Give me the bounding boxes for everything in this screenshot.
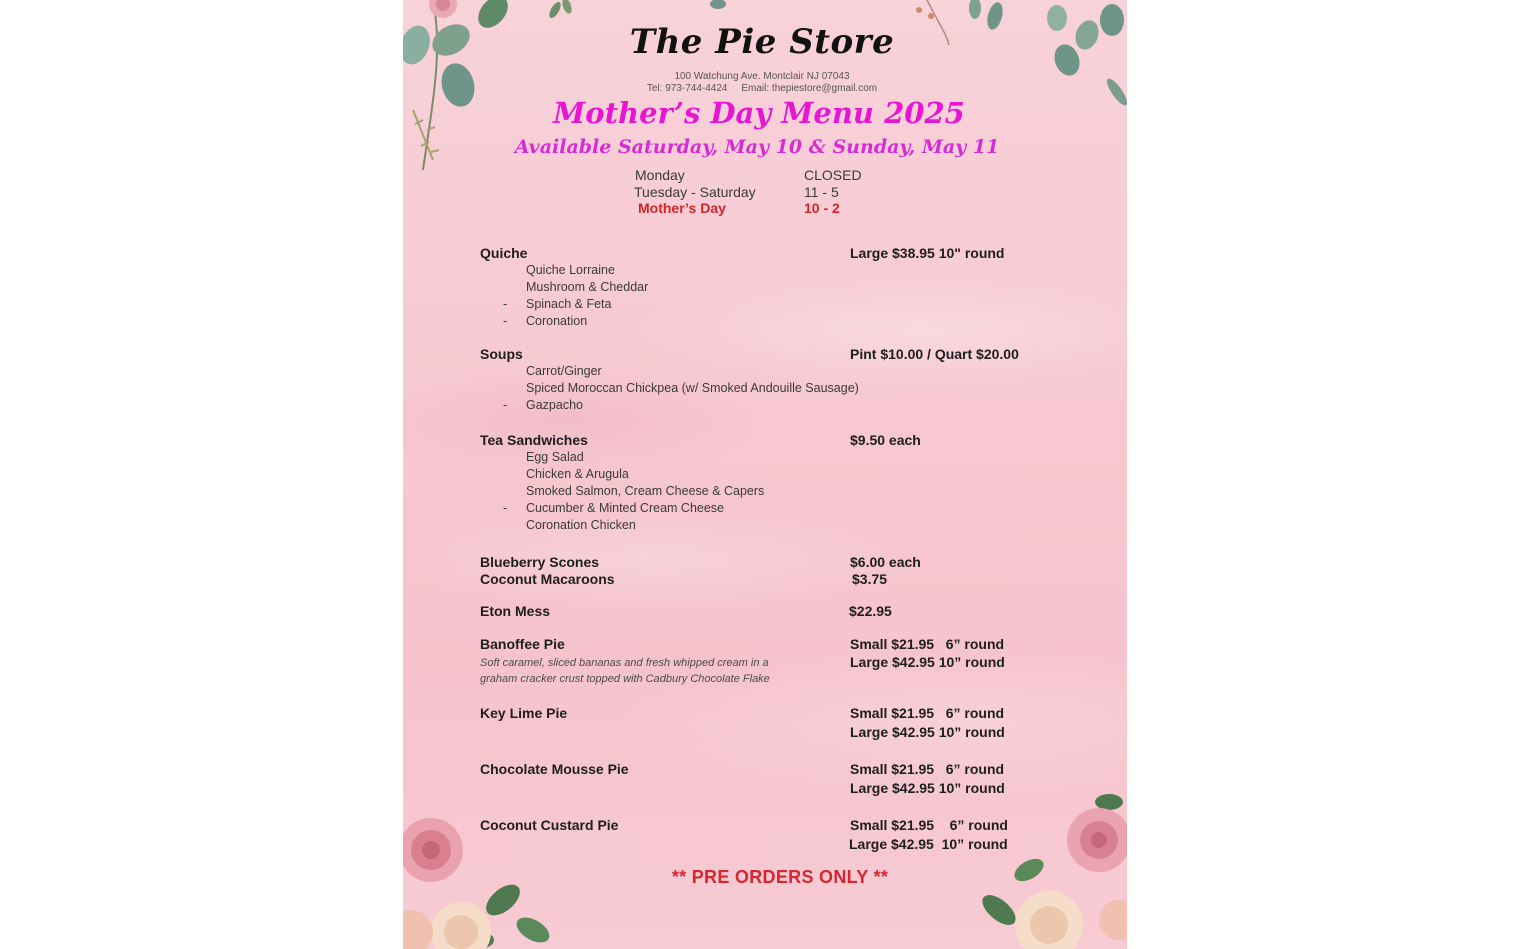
store-name: The Pie Store	[629, 22, 895, 62]
section-price: Pint $10.00 / Quart $20.00	[850, 346, 1019, 362]
price-large: Large $42.95 10” round	[849, 836, 1008, 852]
list-item: Egg Salad	[526, 450, 584, 464]
item-description: graham cracker crust topped with Cadbury Chocolate Flake	[480, 673, 770, 685]
price-small: Small $21.95 6” round	[850, 761, 1005, 777]
section-name: Blueberry Scones	[480, 554, 600, 570]
list-item: Coronation Chicken	[526, 518, 636, 532]
section-name: Coconut Macaroons	[480, 571, 615, 587]
section-price: $22.95	[849, 603, 892, 619]
store-address: 100 Watchung Ave. Montclair NJ 07043	[674, 71, 850, 82]
section-price: $3.75	[852, 571, 888, 587]
menu-page	[403, 0, 1127, 949]
price-large: Large $42.95 10” round	[850, 654, 1005, 670]
section-price: $9.50 each	[850, 432, 921, 448]
bullet-dash: -	[503, 297, 508, 311]
price-small: Small $21.95 6” round	[850, 705, 1005, 721]
bullet-dash: -	[503, 398, 508, 412]
item-description: Soft caramel, sliced bananas and fresh whipped cream in a	[480, 657, 769, 669]
list-item: Cucumber & Minted Cream Cheese	[526, 501, 724, 515]
price-small: Small $21.95 6” round	[850, 636, 1005, 652]
price-large: Large $42.95 10” round	[850, 724, 1005, 740]
menu-title: Mother’s Day Menu 2025	[553, 96, 965, 130]
availability-dates: Available Saturday, May 10 & Sunday, May 11	[514, 136, 1000, 158]
list-item: Carrot/Ginger	[526, 364, 602, 378]
list-item: Mushroom & Cheddar	[526, 280, 649, 294]
section-name: Tea Sandwiches	[480, 432, 588, 448]
section-price: $6.00 each	[850, 554, 921, 570]
section-price: Large $38.95 10" round	[850, 245, 1005, 261]
list-item: Spinach & Feta	[526, 297, 612, 311]
section-name: Chocolate Mousse Pie	[480, 761, 629, 777]
bullet-dash: -	[503, 314, 508, 328]
section-name: Coconut Custard Pie	[480, 817, 619, 833]
list-item: Coronation	[526, 314, 588, 328]
section-name: Banoffee Pie	[480, 636, 565, 652]
price-large: Large $42.95 10” round	[850, 780, 1005, 796]
hours-time-tue-sat: 11 - 5	[804, 184, 839, 200]
section-name: Eton Mess	[480, 603, 551, 619]
list-item: Smoked Salmon, Cream Cheese & Capers	[526, 484, 765, 498]
hours-day-monday: Monday	[635, 167, 685, 183]
list-item: Gazpacho	[526, 398, 583, 412]
bullet-dash: -	[503, 501, 508, 515]
hours-time-mothers-day: 10 - 2	[804, 200, 840, 216]
section-name: Key Lime Pie	[480, 705, 568, 721]
section-name: Quiche	[480, 245, 528, 261]
section-name: Soups	[480, 346, 523, 362]
hours-day-tue-sat: Tuesday - Saturday	[634, 184, 756, 200]
hours-day-mothers-day: Mother’s Day	[638, 200, 726, 216]
hours-time-monday: CLOSED	[804, 167, 862, 183]
list-item: Quiche Lorraine	[526, 263, 615, 277]
pre-orders-notice: ** PRE ORDERS ONLY **	[671, 867, 889, 887]
list-item: Spiced Moroccan Chickpea (w/ Smoked Andouille Sausage)	[526, 381, 859, 395]
store-contact: Tel: 973-744-4424 Email: thepiestore@gmail.com	[646, 83, 878, 94]
list-item: Chicken & Arugula	[526, 467, 629, 481]
price-small: Small $21.95 6” round	[850, 817, 1008, 833]
